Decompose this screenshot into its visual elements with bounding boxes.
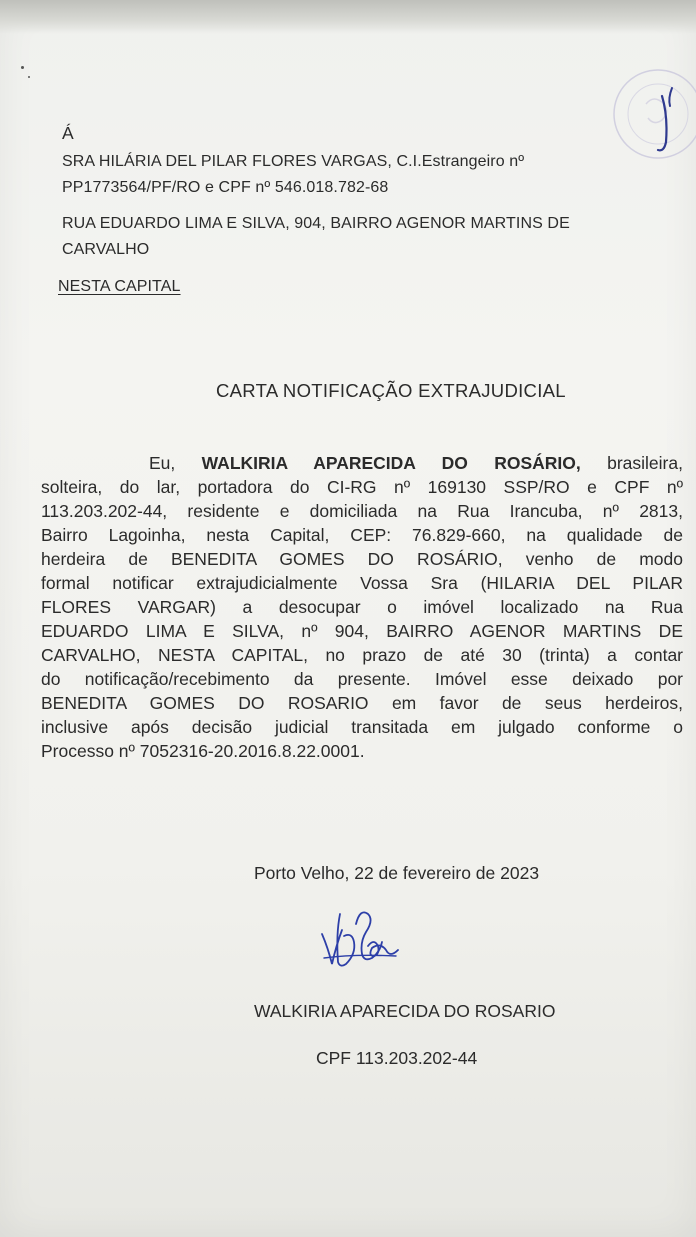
- ink-speck: [21, 66, 24, 69]
- body-line: herdeira de BENEDITA GOMES DO ROSÁRIO, venho de modo: [41, 549, 683, 569]
- body-line: formal notificar extrajudicialmente Vossa Sra (HILARIA DEL PILAR: [41, 573, 683, 593]
- body-line: [41, 451, 683, 475]
- notification-body: [41, 451, 683, 763]
- place-and-date: Porto Velho, 22 de fevereiro de 2023: [254, 863, 540, 883]
- body-line: do notificação/recebimento da presente. Imóvel esse deixado por: [41, 669, 683, 689]
- recipient-name-line1: SRA HILÁRIA DEL PILAR FLORES VARGAS, C.I.Estrangeiro nº: [62, 153, 525, 170]
- signatory-cpf: CPF 113.203.202-44: [316, 1048, 478, 1068]
- body-line: FLORES VARGAR) a desocupar o imóvel localizado na Rua: [41, 597, 683, 617]
- body-line: CARVALHO, NESTA CAPITAL, no prazo de até 30 (trinta) a contar: [41, 645, 683, 665]
- document-title: CARTA NOTIFICAÇÃO EXTRAJUDICIAL: [216, 380, 566, 401]
- signatory-name: WALKIRIA APARECIDA DO ROSARIO: [254, 1001, 556, 1021]
- body-line: BENEDITA GOMES DO ROSARIO em favor de seus herdeiros,: [41, 693, 683, 713]
- body-line: inclusive após decisão judicial transitada em julgado conforme o: [41, 717, 683, 737]
- body-line: Processo nº 7052316-20.2016.8.22.0001.: [41, 741, 365, 761]
- recipient-name-line2: PP1773564/PF/RO e CPF nº 546.018.782-68: [62, 179, 389, 196]
- body-line: Bairro Lagoinha, nesta Capital, CEP: 76.829-660, na qualidade de: [41, 525, 683, 545]
- ink-speck: [28, 76, 30, 78]
- recipient-address-line1: RUA EDUARDO LIMA E SILVA, 904, BAIRRO AGENOR MARTINS DE: [62, 215, 570, 232]
- body-line: 113.203.202-44, residente e domiciliada na Rua Irancuba, nº 2813,: [41, 501, 683, 521]
- body-text-fragment: brasileira,: [580, 453, 683, 473]
- page-top-shadow: [0, 0, 696, 34]
- recipient-city: NESTA CAPITAL: [58, 278, 181, 295]
- recipient-address-line2: CARVALHO: [62, 241, 150, 258]
- handwritten-signature: [316, 900, 406, 980]
- body-line: EDUARDO LIMA E SILVA, nº 904, BAIRRO AGENOR MARTINS DE: [41, 621, 683, 641]
- notifier-name-bold: WALKIRIA APARECIDA DO ROSÁRIO,: [201, 453, 581, 473]
- official-stamp: [600, 66, 696, 176]
- body-text-fragment: Eu,: [149, 453, 202, 473]
- body-line: solteira, do lar, portadora do CI-RG nº 169130 SSP/RO e CPF nº: [41, 477, 683, 497]
- salutation: Á: [62, 123, 74, 143]
